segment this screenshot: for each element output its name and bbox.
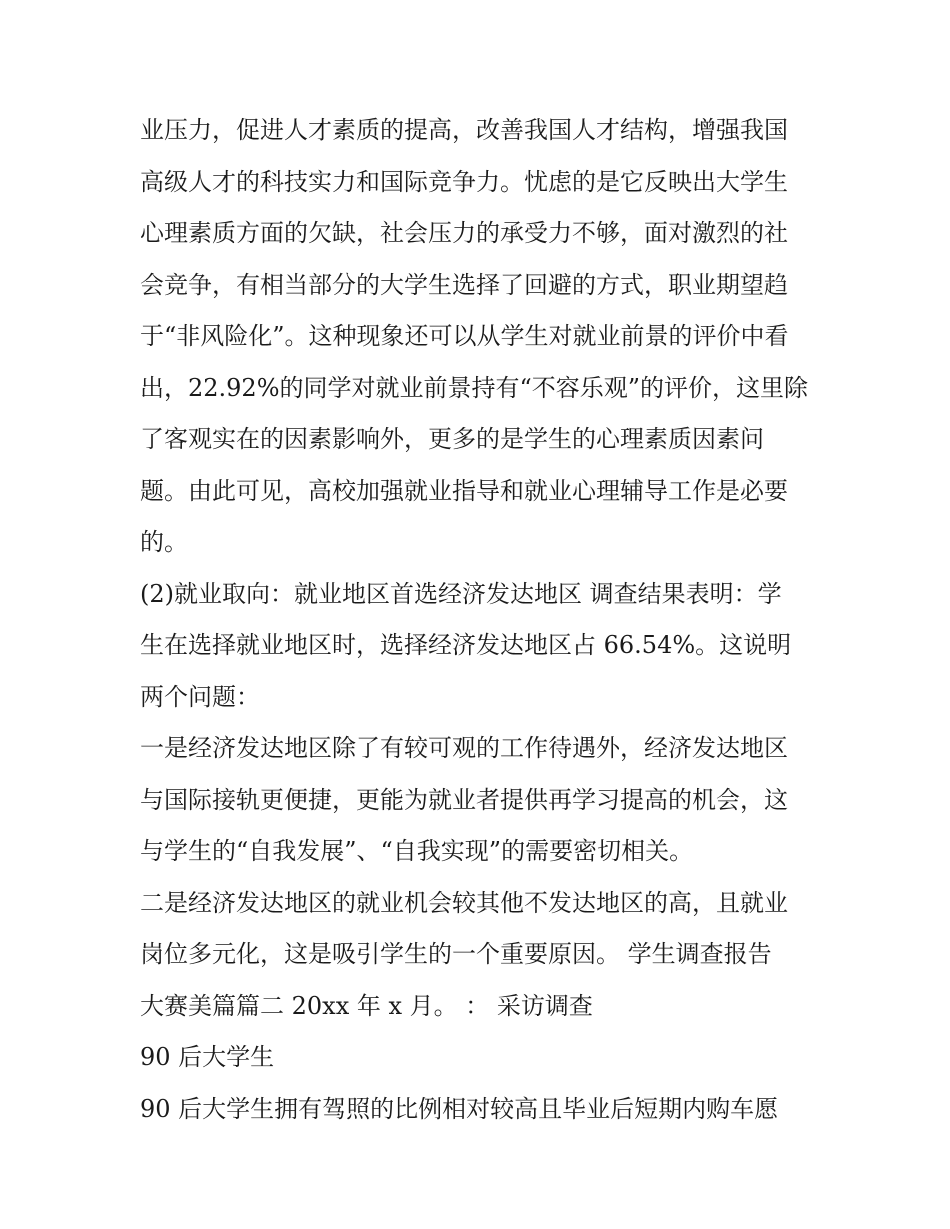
text-line: 的。 [140, 528, 188, 556]
text-line: 90 后大学生拥有驾照的比例相对较高且毕业后短期内购车愿 [140, 1094, 779, 1123]
text-line: 会竞争，有相当部分的大学生选择了回避的方式，职业期望趋 [140, 270, 788, 299]
text-line: 两个问题： [140, 682, 260, 711]
text-line: 大赛美篇篇二 20xx 年 x 月。 ： 采访调查 [140, 991, 593, 1020]
body-text [140, 105, 820, 1135]
text-line: 心理素质方面的欠缺，社会压力的承受力不够，面对激烈的社 [140, 219, 788, 247]
text-line: 与国际接轨更便捷，更能为就业者提供再学习提高的机会，这 [140, 785, 788, 814]
text-line: 岗位多元化，这是吸引学生的一个重要原因。 学生调查报告 [140, 940, 772, 968]
text-line: 二是经济发达地区的就业机会较其他不发达地区的高，且就业 [140, 888, 788, 917]
text-line: 90 后大学生 [140, 1043, 275, 1071]
text-line: 业压力，促进人才素质的提高，改善我国人才结构，增强我国 [140, 116, 788, 144]
text-line: 高级人才的科技实力和国际竞争力。忧虑的是它反映出大学生 [140, 167, 788, 196]
text-line: 于“非风险化”。这种现象还可以从学生对就业前景的评价中看 [140, 322, 789, 350]
text-line: 一是经济发达地区除了有较可观的工作待遇外，经济发达地区 [140, 734, 788, 762]
text-line: 了客观实在的因素影响外，更多的是学生的心理素质因素问 [140, 425, 764, 453]
text-line: 出，22.92%的同学对就业前景持有“不容乐观”的评价，这里除 [140, 373, 809, 402]
text-line: 生在选择就业地区时，选择经济发达地区占 66.54%。这说明 [140, 631, 792, 659]
text-line: 题。由此可见，高校加强就业指导和就业心理辅导工作是必要 [140, 476, 788, 505]
text-line: (2)就业取向：就业地区首选经济发达地区 调查结果表明：学 [140, 579, 782, 608]
text-line: 与学生的“自我发展”、“自我实现”的需要密切相关。 [140, 837, 694, 865]
